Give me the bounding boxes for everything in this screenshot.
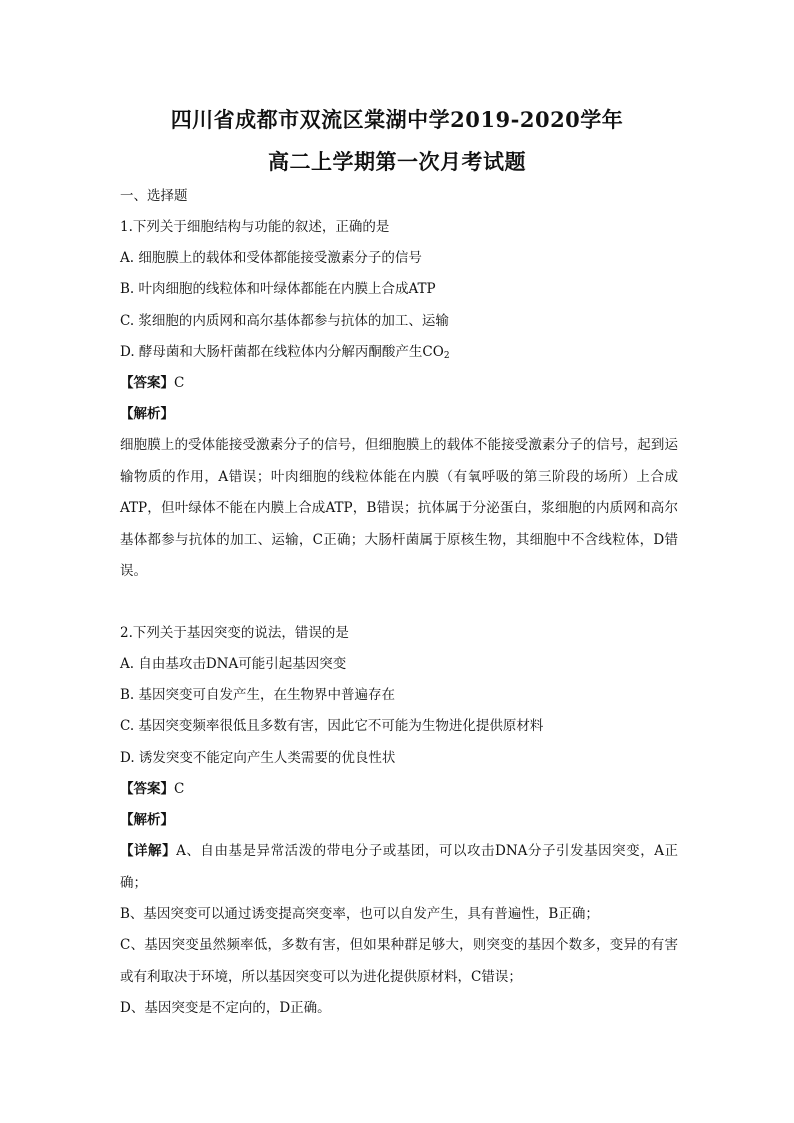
question-1-stem: 1.下列关于细胞结构与功能的叙述，正确的是 (120, 219, 390, 235)
question-2-option-b: B. 基因突变可自发产生，在生物界中普遍存在 (120, 687, 396, 703)
question-2-answer (120, 780, 680, 798)
question-2-analysis-label: 【解析】 (120, 812, 174, 828)
question-1-option-b: B. 叶肉细胞的线粒体和叶绿体都能在内膜上合成ATP (120, 281, 436, 297)
question-1-option-a: A. 细胞膜上的载体和受体都能接受激素分子的信号 (120, 250, 422, 266)
question-1-analysis-text: 细胞膜上的受体能接受激素分子的信号，但细胞膜上的载体不能接受激素分子的信号，起到运输物质的作用，A错误；叶肉细胞的线粒体能在内膜（有氧呼吸的第三阶段的场所）上合成ATP，但叶绿体不能在内膜上合成ATP，B错误；抗体属于分泌蛋白，浆细胞的内质网和高尔基体都参与抗体的加工、运输，C正确；大肠杆菌属于原核生物，其细胞中不含线粒体，D错误。 (120, 437, 678, 579)
question-2-detail-d: D、基因突变是不定向的，D正确。 (120, 1000, 331, 1016)
question-1-option-d (120, 343, 680, 361)
question-2-option-d: D. 诱发突变不能定向产生人类需要的优良性状 (120, 750, 396, 766)
question-2-option-a: A. 自由基攻击DNA可能引起基因突变 (120, 656, 347, 672)
question-2-stem: 2.下列关于基因突变的说法，错误的是 (120, 625, 349, 641)
detail-a-text: A、自由基是异常活泼的带电分子或基团，可以攻击DNA分子引发基因突变，A正确； (120, 843, 679, 891)
answer-label: 【答案】 (120, 375, 174, 391)
question-2-detail-c: C、基因突变虽然频率低，多数有害，但如果种群足够大，则突变的基因个数多，变异的有害或有利取决于环境，所以基因突变可以为进化提供原材料，C错误； (120, 937, 678, 985)
document-title-line-1: 四川省成都市双流区棠湖中学2019-2020学年 (170, 107, 624, 132)
answer-value: C (174, 375, 185, 391)
question-2-option-c: C. 基因突变频率很低且多数有害，因此它不可能为生物进化提供原材料 (120, 718, 544, 734)
answer-label: 【答案】 (120, 781, 174, 797)
detail-label: 【详解】 (120, 843, 177, 859)
question-1-option-d-text: D. 酵母菌和大肠杆菌都在线粒体内分解丙酮酸产生CO (120, 344, 444, 360)
question-1-analysis-label: 【解析】 (120, 406, 174, 422)
question-1-answer (120, 374, 680, 392)
question-2-detail-a (120, 836, 678, 899)
answer-value: C (174, 781, 185, 797)
question-2-detail-b: B、基因突变可以通过诱变提高突变率，也可以自发产生，具有普遍性，B正确； (120, 906, 599, 922)
section-heading: 一、选择题 (120, 188, 188, 204)
document-title-line-2: 高二上学期第一次月考试题 (268, 149, 526, 174)
question-1-option-c: C. 浆细胞的内质网和高尔基体都参与抗体的加工、运输 (120, 313, 449, 329)
co2-subscript: 2 (443, 351, 450, 361)
